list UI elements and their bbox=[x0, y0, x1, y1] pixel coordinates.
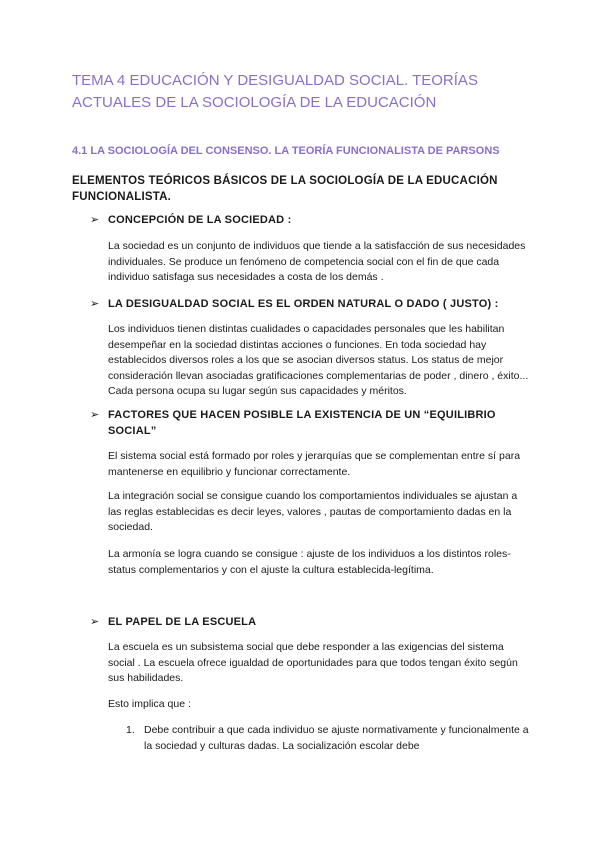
numbered-list-item bbox=[126, 723, 530, 754]
bullet-heading-text: EL PAPEL DE LA ESCUELA bbox=[108, 616, 257, 628]
arrow-bullet-icon: ➢ bbox=[90, 616, 100, 628]
bullet-heading-text: CONCEPCIÓN DE LA SOCIEDAD : bbox=[108, 214, 292, 226]
paragraph: Esto implica que : bbox=[108, 698, 191, 710]
paragraph: El sistema social está formado por roles y jerarquías que se complementan entre sí para mantenerse en equilibrio y funcionar correctamente. bbox=[108, 450, 521, 478]
arrow-bullet-icon: ➢ bbox=[90, 409, 100, 421]
section-subtitle: 4.1 LA SOCIOLOGÍA DEL CONSENSO. LA TEORÍA FUNCIONALISTA DE PARSONS bbox=[72, 145, 500, 157]
bullet-heading-desigualdad bbox=[90, 296, 530, 312]
bullet-heading-text: FACTORES QUE HACEN POSIBLE LA EXISTENCIA DE UN “EQUILIBRIO SOCIAL” bbox=[108, 409, 496, 437]
bullet-heading-escuela bbox=[90, 614, 530, 630]
paragraph: La integración social se consigue cuando los comportamientos individuales se ajustan a las reglas establecidas es decir leyes, valores , pautas de comportamiento dadas en la sociedad. bbox=[108, 490, 518, 533]
paragraph: Los individuos tienen distintas cualidades o capacidades personales que les habilitan desempeñar en la sociedad distintas acciones o funciones. En toda sociedad hay establecidos diversos roles a los que se asocian diversos status. Los status de mejor consideración llevan asociadas gratificaciones complementarias de poder , dinero , éxito... Cada persona ocupa su lugar según sus capacidades y méritos. bbox=[108, 323, 529, 397]
arrow-bullet-icon: ➢ bbox=[90, 298, 100, 310]
bullet-heading-text: LA DESIGUALDAD SOCIAL ES EL ORDEN NATURAL O DADO ( JUSTO) : bbox=[108, 298, 499, 310]
section-heading: ELEMENTOS TEÓRICOS BÁSICOS DE LA SOCIOLOGÍA DE LA EDUCACIÓN FUNCIONALISTA. bbox=[72, 175, 498, 203]
bullet-heading-concepcion bbox=[90, 212, 530, 228]
page-title: TEMA 4 EDUCACIÓN Y DESIGUALDAD SOCIAL. TEORÍAS ACTUALES DE LA SOCIOLOGÍA DE LA EDUCACIÓN bbox=[72, 72, 478, 111]
list-number: 1. bbox=[126, 724, 135, 736]
paragraph: La armonía se logra cuando se consigue : ajuste de los individuos a los distintos roles-status complementarios y con el ajuste la cultura establecida-legítima. bbox=[108, 548, 511, 576]
arrow-bullet-icon: ➢ bbox=[90, 214, 100, 226]
bullet-heading-factores bbox=[90, 407, 530, 439]
paragraph: La escuela es un subsistema social que debe responder a las exigencias del sistema social . La escuela ofrece igualdad de oportunidades para que todos tengan éxito según sus habilidades. bbox=[108, 641, 518, 684]
paragraph: La sociedad es un conjunto de individuos que tiende a la satisfacción de sus necesidades individuales. Se produce un fenómeno de competencia social con el fin de que cada individuo satisfaga sus necesidades a costa de los demás . bbox=[108, 240, 526, 283]
list-item-text: Debe contribuir a que cada individuo se ajuste normativamente y funcionalmente a la sociedad y culturas dadas. La socialización escolar debe bbox=[144, 724, 529, 752]
